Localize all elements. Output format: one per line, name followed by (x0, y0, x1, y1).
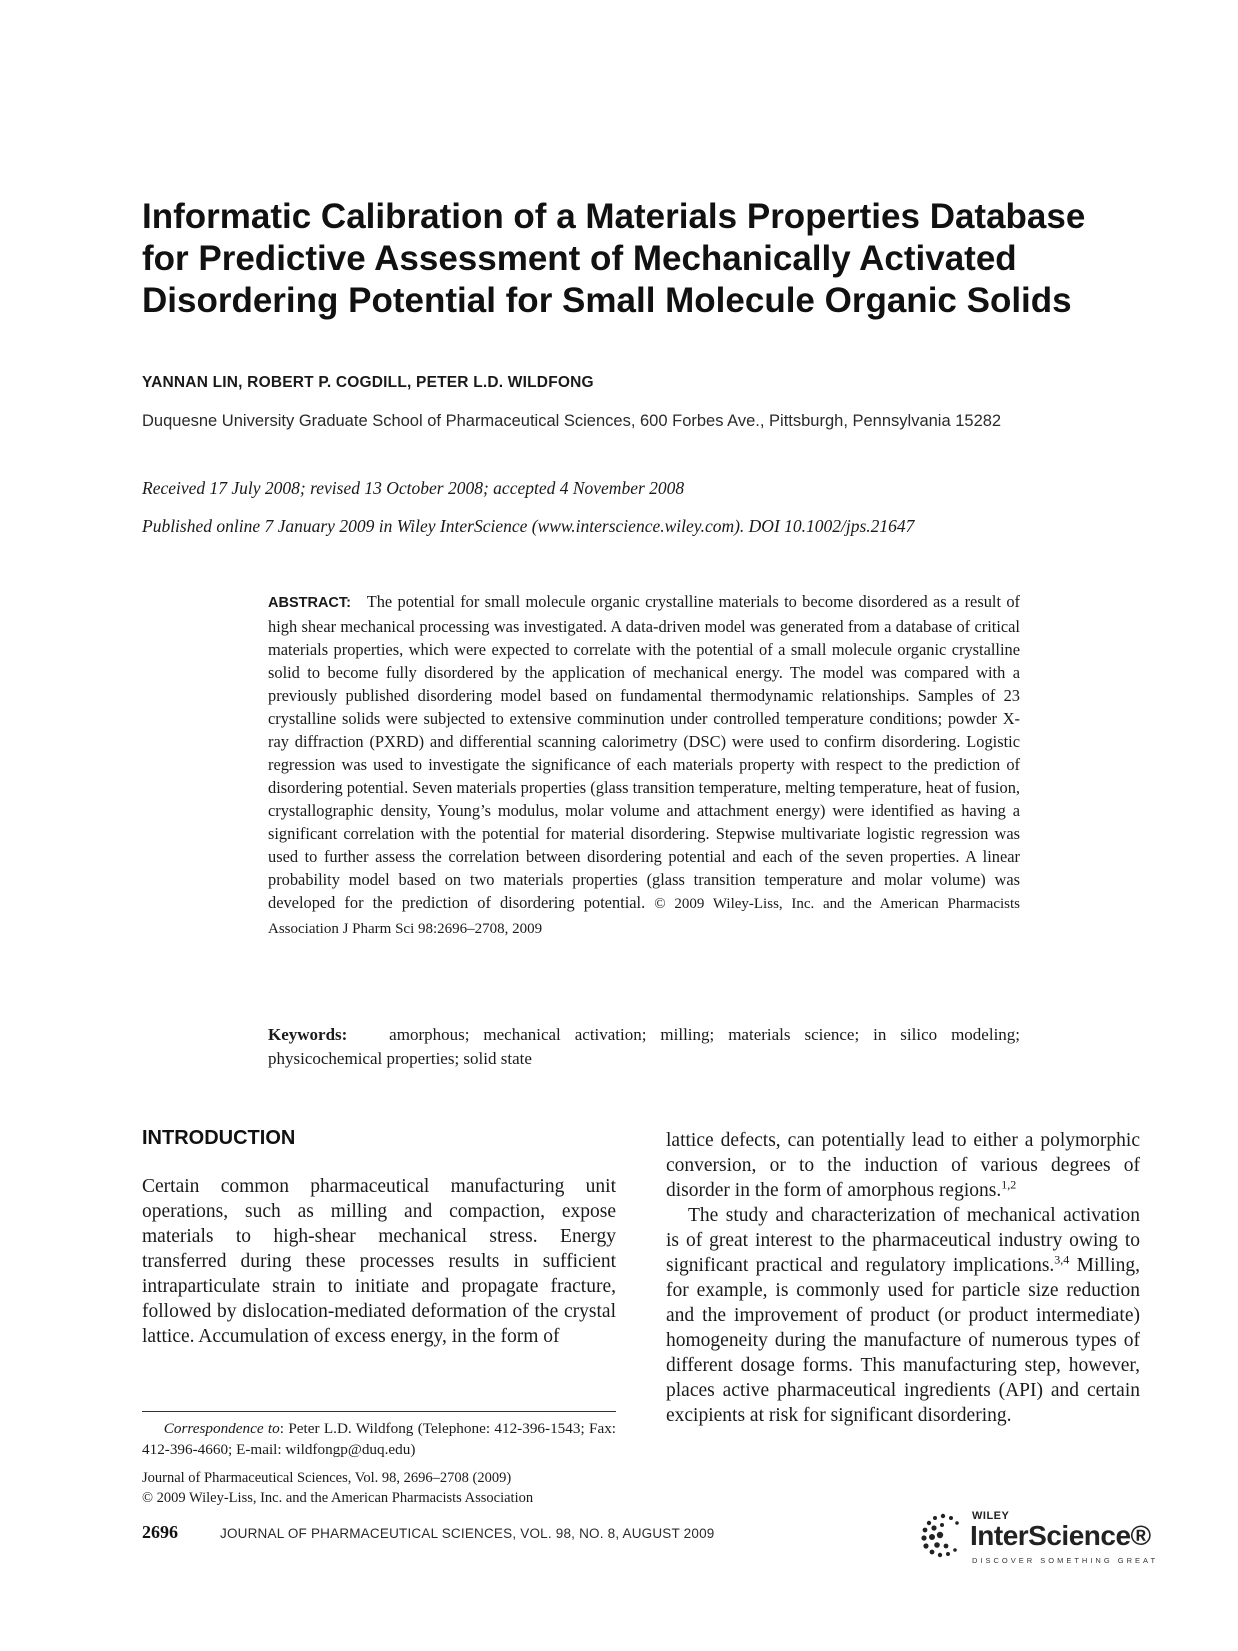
footnote-divider (142, 1411, 616, 1412)
journal-info (142, 1468, 616, 1508)
swirl-icon (920, 1512, 966, 1558)
publication-info: Published online 7 January 2009 in Wiley InterScience (www.interscience.wiley.com). DOI 10.1002/jps.21647 (142, 516, 915, 536)
paragraph: Certain common pharmaceutical manufacturing unit operations, such as milling and compaction, expose materials to high-shear mechanical stress. Energy transferred during these processes results in sufficient intraparticulate strain to initiate and propagate fracture, followed by dislocation-mediated deformation of the crystal lattice. Accumulation of excess energy, in the form of (142, 1176, 616, 1347)
correspondence-label: Correspondence to (163, 1420, 280, 1437)
correspondence-text: : Peter L.D. Wildfong (Telephone: 412-396-1543; Fax: 412-396-4660; E-mail: wildfongp@duq.edu) (142, 1420, 617, 1458)
keywords-text: amorphous; mechanical activation; milling; materials science; in silico modeling; physicochemical properties; solid state (268, 1025, 1021, 1068)
title-line: for Predictive Assessment of Mechanically Activated (142, 239, 1017, 278)
article-title (142, 196, 1122, 322)
publisher-name: WILEY (972, 1510, 1010, 1522)
abstract-copyright: © 2009 Wiley-Liss, Inc. and the American Pharmacists Association J Pharm Sci 98:2696–2708, 2009 (268, 896, 1020, 937)
abstract-label: ABSTRACT: (268, 595, 351, 611)
title-line: Informatic Calibration of a Materials Properties Database (142, 197, 1086, 236)
running-footer: JOURNAL OF PHARMACEUTICAL SCIENCES, VOL. 98, NO. 8, AUGUST 2009 (220, 1526, 715, 1541)
wiley-interscience-logo (920, 1508, 1159, 1568)
section-heading: INTRODUCTION (142, 1127, 296, 1149)
keywords-label: Keywords: (268, 1025, 348, 1044)
logo-tagline: DISCOVER SOMETHING GREAT (972, 1556, 1159, 1565)
copyright-line: © 2009 Wiley-Liss, Inc. and the American Pharmacists Association (142, 1490, 534, 1506)
correspondence-footnote (142, 1418, 616, 1460)
page-number: 2696 (142, 1522, 178, 1542)
keywords (268, 1023, 1020, 1071)
paragraph: lattice defects, can potentially lead to either a polymorphic conversion, or to the induction of various degrees of disorder in the form of amorphous regions.$^{1,2}$ (666, 1130, 1140, 1201)
citation: 3,4 (1054, 1252, 1070, 1267)
journal-line: Journal of Pharmaceutical Sciences, Vol. 98, 2696–2708 (2009) (142, 1470, 512, 1486)
citation: 1,2 (1001, 1177, 1017, 1192)
logo-wordmark: InterScience® (970, 1520, 1151, 1551)
title-line: Disordering Potential for Small Molecule Organic Solids (142, 281, 1072, 320)
body-column-right (666, 1128, 1140, 1428)
affiliation: Duquesne University Graduate School of Pharmaceutical Sciences, 600 Forbes Ave., Pittsburgh, Pennsylvania 15282 (142, 412, 1002, 430)
body-column-left (142, 1174, 616, 1349)
abstract-text: The potential for small molecule organic crystalline materials to become disordered as a result of high shear mechanical processing was investigated. A data-driven model was generated from a database of critical materials properties, which were expected to correlate with the potential of a small molecule organic crystalline solid to become fully disordered by the application of mechanical energy. The model was compared with a previously published disordering model based on fundamental thermodynamic relationships. Samples of 23 crystalline solids were subjected to extensive comminution under controlled temperature conditions; powder X-ray diffraction (PXRD) and differential scanning calorimetry (DSC) were used to confirm disordering. Logistic regression was used to investigate the significance of each materials property with respect to the prediction of disordering potential. Seven materials properties (glass transition temperature, melting temperature, heat of fusion, crystallographic density, Young’s modulus, molar volume and attachment energy) were identified as having a significant correlation with the potential for material disordering. Stepwise multivariate logistic regression was used to further assess the correlation between disordering potential and each of the seven properties. A linear probability model based on two materials properties (glass transition temperature and molar volume) was developed for the prediction of disordering potential. (268, 592, 1020, 912)
received-dates: Received 17 July 2008; revised 13 October 2008; accepted 4 November 2008 (142, 478, 685, 498)
paragraph: The study and characterization of mechanical activation is of great interest to the pharmaceutical industry owing to significant practical and regulatory implications.$^{3,4}$ Milling, for example, is commonly used for particle size reduction and the improvement of product (or product intermediate) homogeneity during the manufacture of numerous types of different dosage forms. This manufacturing step, however, places active pharmaceutical ingredients (API) and certain excipients at risk for significant disordering. (666, 1205, 1141, 1426)
author-list: YANNAN LIN, ROBERT P. COGDILL, PETER L.D. WILDFONG (142, 374, 594, 391)
abstract (268, 590, 1020, 941)
